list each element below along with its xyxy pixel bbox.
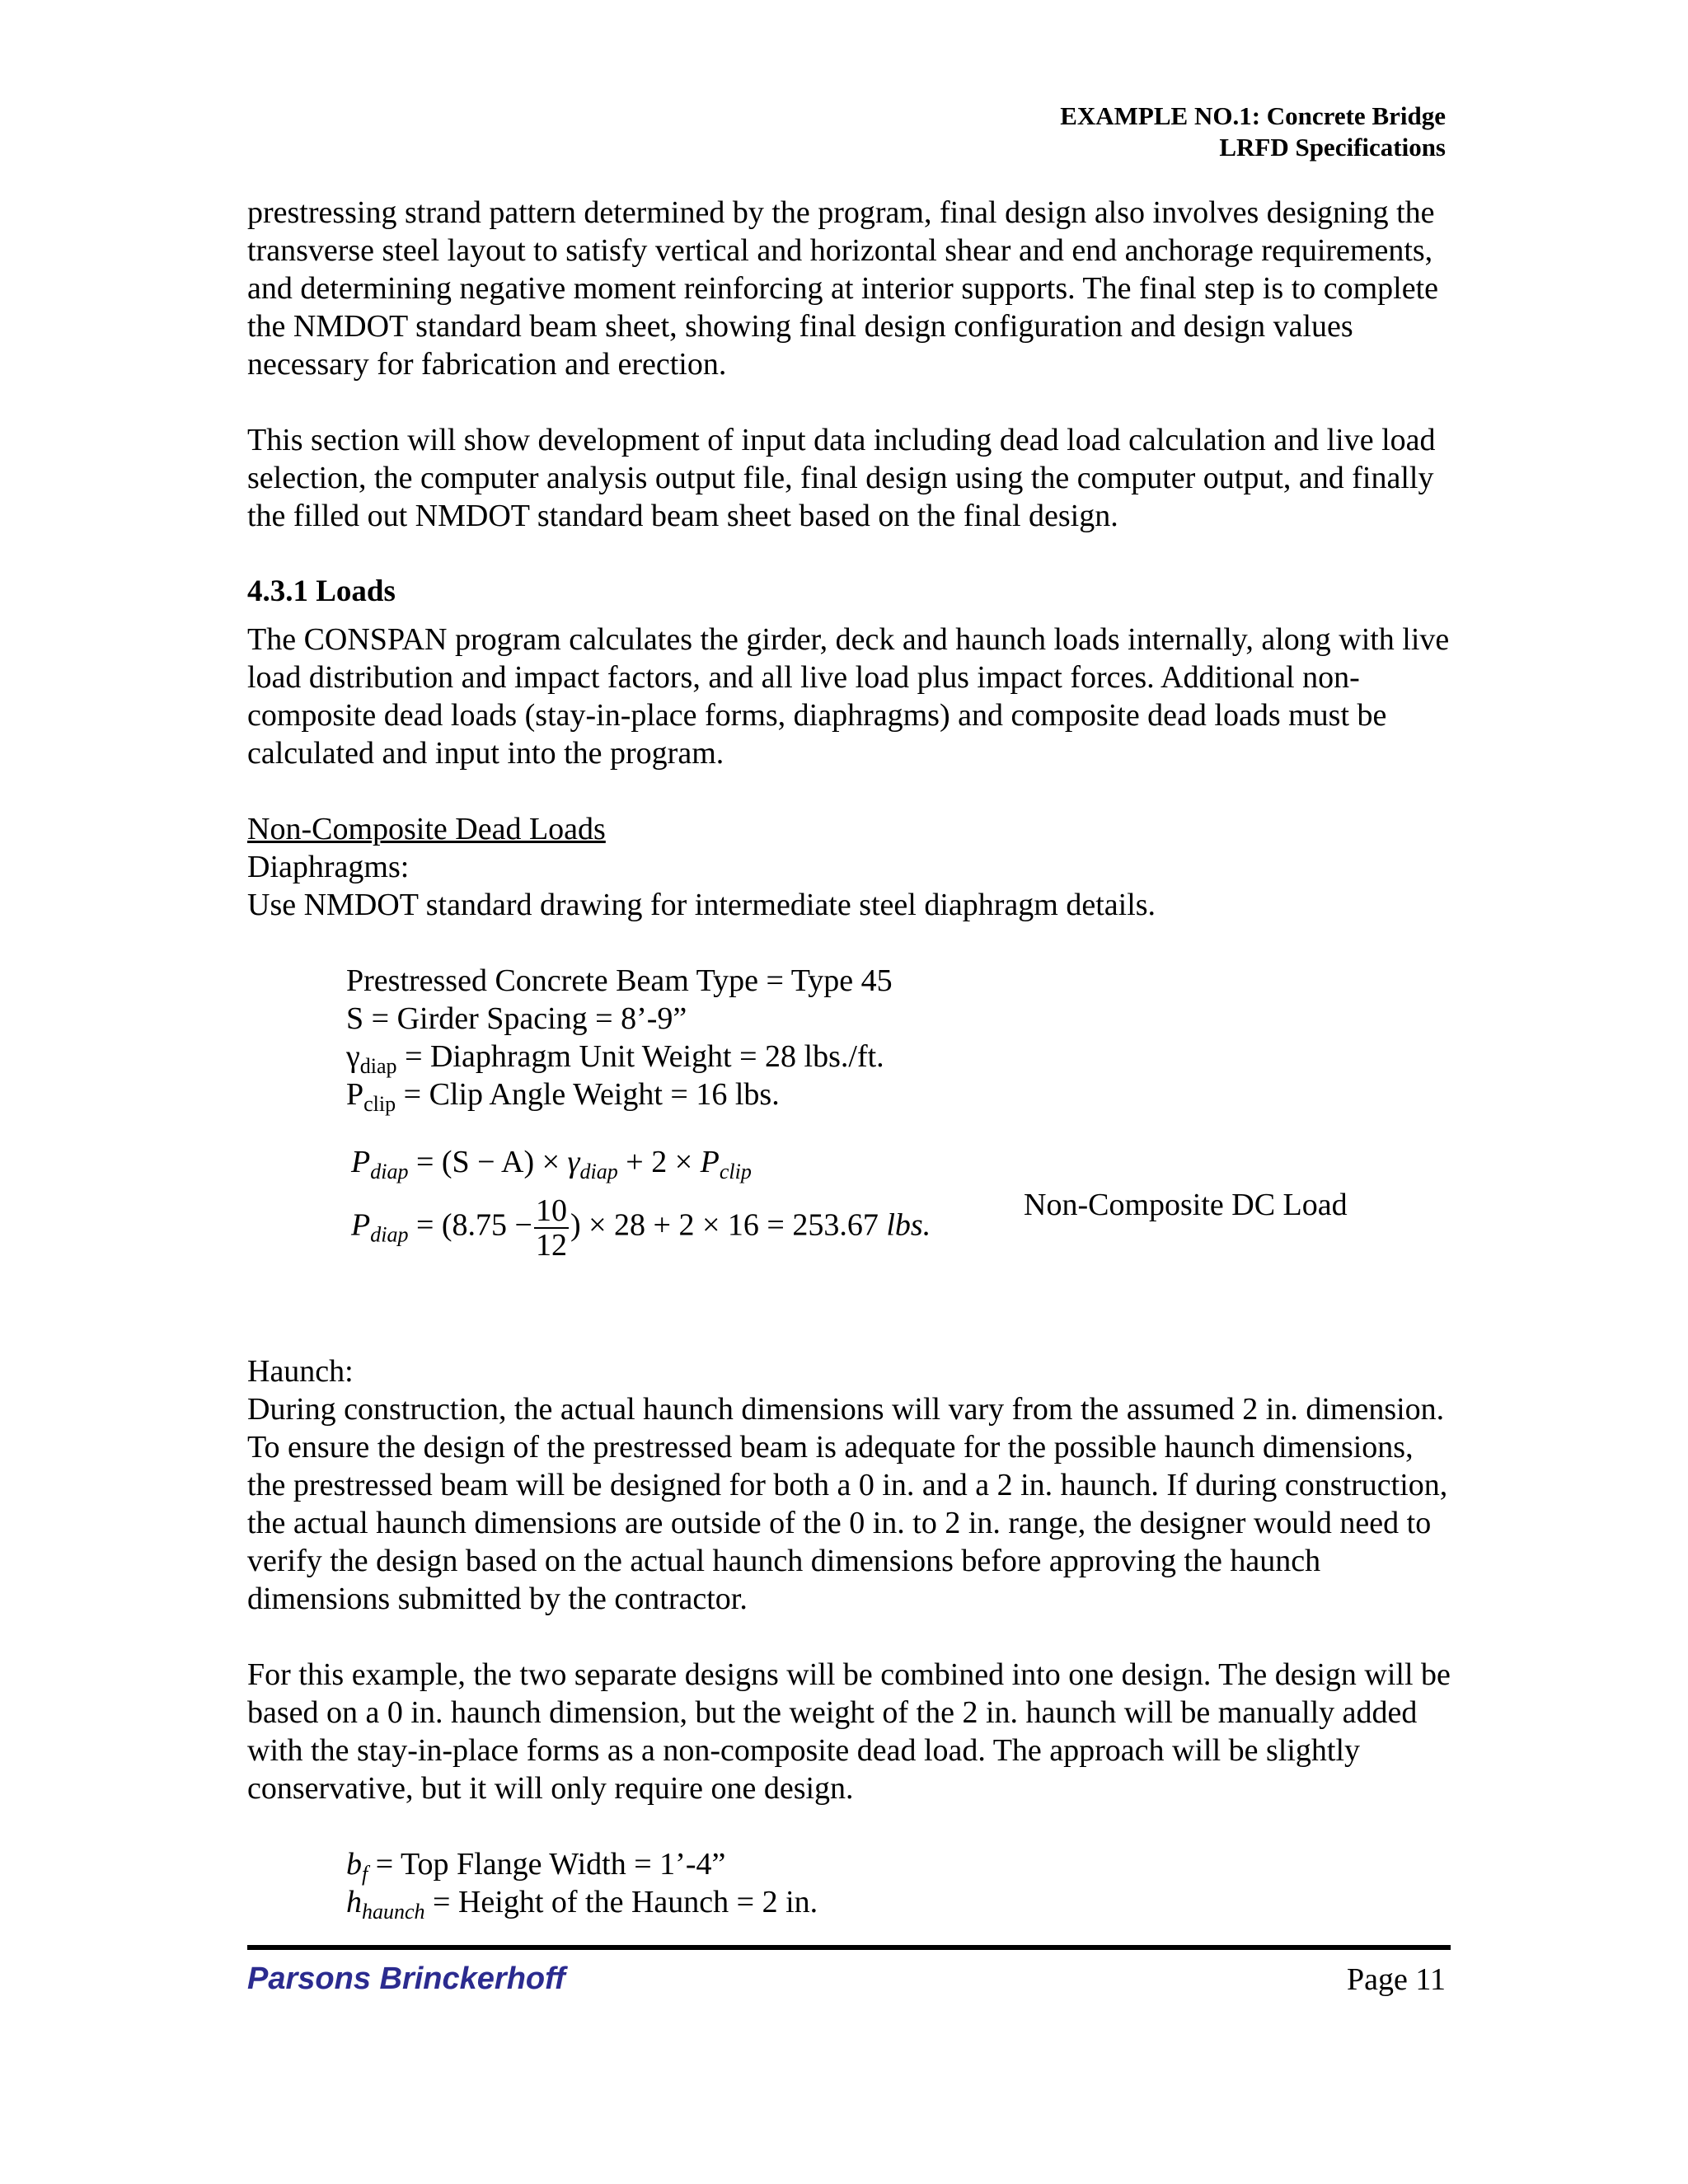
equation-diaphragm-numeric: $P_{diap} = (8.75$ − $\frac{10}{12}$ ) × 28 + 2 × 16 = 253.67 lbs. <box>351 1193 931 1263</box>
diaphragm-weight-text: = Diaphragm Unit Weight = 28 lbs./ft. <box>396 1039 884 1074</box>
header-subtitle: LRFD Specifications <box>1219 133 1446 162</box>
diaphragm-equations <box>247 1133 1451 1323</box>
page-number: Page 11 <box>1347 1962 1446 1997</box>
clip-weight-text: = Clip Angle Weight = 16 lbs. <box>396 1077 780 1112</box>
equation-note: Non-Composite DC Load <box>1024 1188 1348 1222</box>
diaphragm-definitions <box>346 962 1451 1116</box>
section-heading-loads: 4.3.1 Loads <box>247 574 396 608</box>
diaphragms-label: Diaphragms: <box>247 850 410 884</box>
definition-clip-weight <box>346 1076 1451 1116</box>
page-body <box>247 194 1451 1924</box>
footer-company: Parsons Brinckerhoff <box>247 1961 565 1996</box>
haunch-definitions <box>346 1845 1451 1924</box>
p-subscript: clip <box>363 1092 396 1116</box>
fraction: $\frac{10}{12}$ <box>535 1193 567 1263</box>
diaphragms-text: Use NMDOT standard drawing for intermediate steel diaphragm details. <box>247 888 1156 922</box>
definition-flange-width: $b_f$ = Top Flange Width = 1’-4” <box>346 1847 726 1886</box>
equation-diaphragm-general: $P_{diap} = (S - A) \times \gamma_{diap} + 2 \times P_{clip}$ <box>351 1145 752 1183</box>
definition-haunch-height: $h_{haunch}$ = Height of the Haunch = 2 in. <box>346 1885 818 1924</box>
gamma-symbol: γ <box>346 1039 360 1074</box>
noncomposite-title: Non-Composite Dead Loads <box>247 812 606 846</box>
loads-paragraph: The CONSPAN program calculates the girder, deck and haunch loads internally, along with live load distribution and impact factors, and all live load plus impact forces. Additional non-composite dead loads (stay-in-place forms, diaphragms) and composite dead loads must be calculated and input into the program. <box>247 622 1450 771</box>
footer-rule <box>247 1945 1451 1950</box>
haunch-paragraph-2: For this example, the two separate designs will be combined into one design. The design will be based on a 0 in. haunch dimension, but the weight of the 2 in. haunch will be manually added with the stay-in-place forms as a non-composite dead load. The approach will be slightly conservative, but it will only require one design. <box>247 1657 1451 1806</box>
haunch-paragraph-1: During construction, the actual haunch dimensions will vary from the assumed 2 in. dimension. To ensure the design of the prestressed beam is adequate for the possible haunch dimensions, the prestressed beam will be designed for both a 0 in. and a 2 in. haunch. If during construction, the actual haunch dimensions are outside of the 0 in. to 2 in. range, the designer would need to verify the design based on the actual haunch dimensions before approving the haunch dimensions submitted by the contractor. <box>247 1392 1448 1616</box>
page-header <box>1060 101 1446 163</box>
intro-paragraph-2: This section will show development of input data including dead load calculation and live load selection, the computer analysis output file, final design using the computer output, and finally the filled out NMDOT standard beam sheet based on the final design. <box>247 423 1436 533</box>
gamma-subscript: diap <box>359 1054 397 1078</box>
haunch-label: Haunch: <box>247 1354 354 1389</box>
p-symbol: P <box>346 1077 364 1112</box>
intro-paragraph-1: prestressing strand pattern determined by the program, final design also involves designing the transverse steel layout to satisfy vertical and horizontal shear and end anchorage requirements, and determining negative moment reinforcing at interior supports. The final step is to complete the NMDOT standard beam sheet, showing final design configuration and design values necessary for fabrication and erection. <box>247 195 1439 382</box>
header-title: EXAMPLE NO.1: Concrete Bridge <box>1060 101 1446 130</box>
definition-beam-type: Prestressed Concrete Beam Type = Type 45 <box>346 963 893 998</box>
definition-diaphragm-weight <box>346 1038 1451 1076</box>
definition-girder-spacing: S = Girder Spacing = 8’-9” <box>346 1001 687 1036</box>
